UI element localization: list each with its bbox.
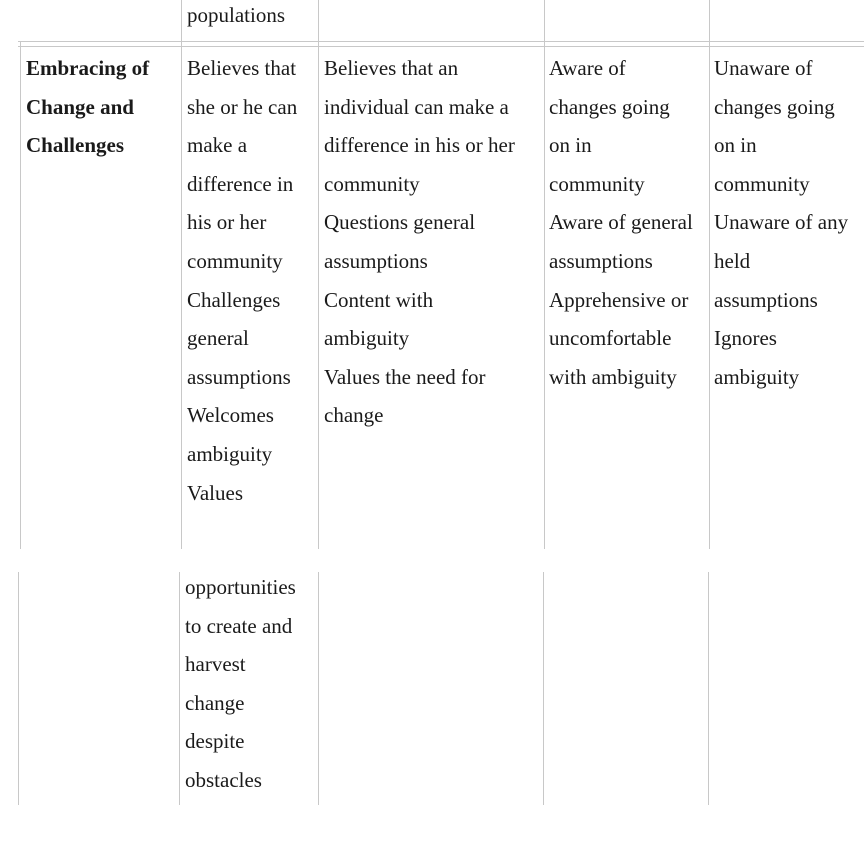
cell-line: Values [187,480,243,505]
cell-line: Unaware of [714,56,813,80]
cell-line: assumptions [549,248,653,273]
cell-line: Believes that an [324,56,459,80]
table-border [318,41,319,549]
table-cell [549,49,693,396]
table-cell [324,49,515,435]
cell-line: his or her [187,210,267,235]
table-cell [187,49,297,512]
cell-line: difference in [187,171,294,196]
cell-line: change [324,403,384,428]
cell-line: to create and [185,613,293,638]
cell-line: assumptions [714,287,818,312]
table-border [543,572,544,805]
cell-line: she or he can [187,94,298,119]
cell-line: Challenges [187,287,281,312]
table-cell [714,49,848,396]
cell-line: Unaware of any [714,210,849,235]
cell-line: obstacles [185,767,262,792]
table-border [318,572,319,805]
cell-line: change [185,690,245,715]
cell-line: ambiguity [324,326,410,351]
table-border [709,0,710,44]
table-border [544,41,545,549]
cell-line: changes going [549,94,670,119]
cell-line: Welcomes [187,403,274,428]
cell-line: general [187,326,249,351]
cell-line: Questions general [324,210,476,235]
cell-line: on in [549,133,592,158]
table-cell [185,568,296,800]
cell-line: make a [187,133,248,158]
cell-line: Apprehensive or [549,287,689,312]
cell-line: changes going [714,94,835,119]
table-border [709,41,710,549]
cell-line: community [187,248,283,273]
cell-line: ambiguity [714,364,800,389]
cell-line: Values the need for [324,364,486,389]
cell-line: community [549,171,645,196]
table-border [179,572,180,805]
cell-line: Content with [324,287,434,312]
table-border [18,41,864,42]
cell-line: held [714,248,751,273]
cell-line: Embracing of [26,56,150,80]
cell-line: with ambiguity [549,364,677,389]
cell-line: Ignores [714,326,777,351]
table-border [318,0,319,44]
cell-line: opportunities [185,575,296,599]
row-header-cell [26,49,149,165]
table-border [181,0,182,44]
cell-line: uncomfortable [549,326,672,351]
cell-line: harvest [185,652,246,677]
cell-line: despite [185,729,245,754]
table-border [181,41,182,549]
cell-line: assumptions [187,364,291,389]
table-border [18,572,19,805]
table-border [544,0,545,44]
cell-line: Challenges [26,133,125,158]
table-cell [187,0,285,35]
table-border [20,41,21,549]
cell-line: ambiguity [187,441,273,466]
cell-line: on in [714,133,757,158]
cell-line: community [714,171,810,196]
cell-line: Aware of general [549,210,693,235]
cell-line: Aware of [549,56,626,80]
table-border [708,572,709,805]
cell-line: Believes that [187,56,297,80]
cell-line: assumptions [324,248,428,273]
table-border [18,46,864,47]
cell-line: individual can make a [324,94,509,119]
cell-line: populations [187,3,285,27]
cell-line: community [324,171,420,196]
cell-line: difference in his or her [324,133,515,158]
cell-line: Change and [26,94,134,119]
